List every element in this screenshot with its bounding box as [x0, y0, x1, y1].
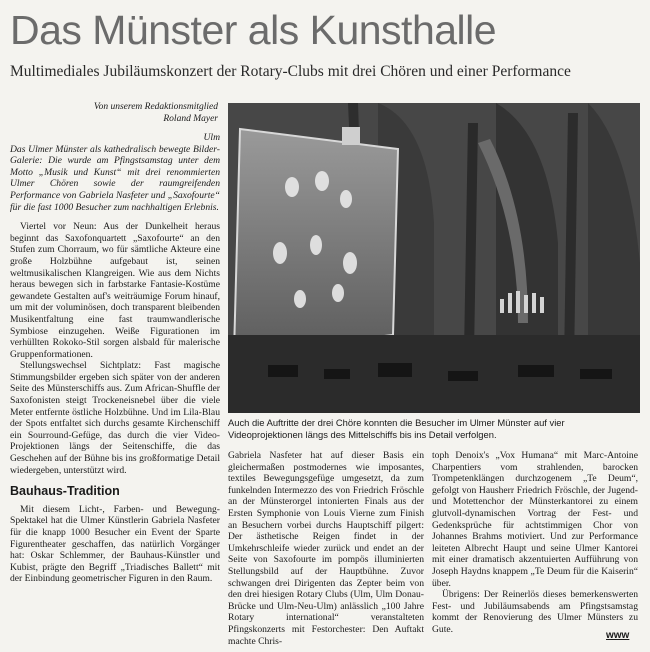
cathedral-interior-image	[228, 103, 640, 413]
byline-credit: Von unserem Redaktionsmitglied	[93, 102, 218, 112]
byline-author: Roland Mayer	[163, 114, 218, 124]
article-column-3	[432, 450, 638, 636]
photo-caption: Auch die Auftritte der drei Chöre konnten die Besucher im Ulmer Münster auf vier Videoprojektionen längs des Mittelschiffs bis ins Detail verfolgen.	[228, 417, 565, 440]
body-paragraph-5: toph Denoix's „Vox Humana“ mit Marc-Antoine Charpentiers vom strahlenden, barocken Trompetenklängen durchzogenem „Te Deum“, gefolgt von Hausherr Friedrich Fröschle, der Jugend- und Motettenchor der Münsterkantorei zu einem glutvoll-dynamischen Vortrag der Fest- und Gedenksprüche für achtstimmigen Chor von Johannes Brahms motiviert. Und zur Performance leiteten Albrecht Haupt und seine Ulmer Kantorei mit einer dramatisch akzentuierten Aufführung von Joseph Haydns knappem „Te Deum für die Kaiserin“ über.	[432, 450, 638, 589]
dateline-place: Ulm	[203, 132, 220, 143]
body-paragraph-1: Viertel vor Neun: Aus der Dunkelheit heraus beginnt das Saxofonquartett „Saxofourte“ an den Stufen zum Chorraum, wo für sämtliche Akteure eine große Holzbühne aufgebaut ist, seinen weltmusikalischen Klangreigen. Wie aus dem Nichts heraus bewegen sich in farbstarke Fantasie-Kostüme gewandete Gestalten auf's weiträumige Forum hinauf, um mit der voluminösen, doch transparent bleibenden Musikentfaltung eine fast traumwandlerische Symbiose einzugehen. Weiße Figurationen im verhüllten Rokoko-Stil sorgen alsbald für malerische Gruppenformationen.	[10, 221, 220, 360]
article-column-2	[228, 450, 424, 647]
body-paragraph-3: Mit diesem Licht-, Farben- und Bewegung-Spektakel hat die Ulmer Künstlerin Gabriela Nasfeter für die knapp 1000 Besucher ein Event der Sparte Figurentheater geschaffen, das natürlich Vorgänger hat: Oskar Schlemmer, der Bauhaus-Künstler und Kubist, prägte den Begriff „Triadisches Ballett“ mit der Einbindung geometrischer Figuren in den Raum.	[10, 503, 220, 585]
body-paragraph-4: Gabriela Nasfeter hat auf dieser Basis ein gleichermaßen postmodernes wie imposantes, textiles Bewegungsgefüge umgesetzt, da zum funkelnden Intermezzo des von Friedrich Fröschle an der Münsterorgel intonierten Finals aus der Ersten Symphonie von Louis Vierne zum Finish an Besuchern vorbei durchs Hauptschiff pilgert: Der ästhetische Reigen findet in der Umkehrschleife wieder zurück und endet an der Seite von Saxofourte im pompös illuminierten Stellungsbild auf der Hauptbühne. Zuvor schwangen drei Dirigenten das Zepter beim von den drei hiesigen Rotary Clubs (Ulm, Ulm Donau-Brücke und Ulm-Neu-Ulm) anlässlich „100 Jahre Rotary international“ veranstalteten Pfingskonzerts mit Festorchester: Den Auftakt machte Chris-	[228, 450, 424, 647]
byline	[68, 101, 218, 125]
body-paragraph-2: Stellungswechsel Sichtplatz: Fast magische Stimmungsbilder ergeben sich später von der anderen Seite des Münsterschiffs aus. Zum African-Shuffle der Saxofonisten steigt Trockeneisnebel über die viele Meter entfernte östliche Holzbühne. Und im Lila-Blau der Spots entfaltet sich durchs gesamte Kirchenschiff ein Sourround-Gefüge, das durch die vier Video-Projektionen längs der Seitenschiffe, die das Geschehen auf der Bühne bis ins großformatige Detail wiedergeben, unterstützt wird.	[10, 360, 220, 476]
concert-photo	[228, 103, 640, 413]
body-paragraph-6: Übrigens: Der Reinerlös dieses bemerkenswerten Fest- und Jubiläumsabends am Pfingstsamstag kommt der Renovierung des Ulmer Münsters zu Gute.	[432, 589, 638, 635]
article-column-1	[10, 132, 220, 585]
headline: Das Münster als Kunsthalle	[10, 7, 497, 53]
author-signoff: www	[606, 630, 630, 641]
lead-paragraph: Das Ulmer Münster als kathedralisch bewegte Bilder-Galerie: Die wurde am Pfingstsamstag unter dem Motto „Musik und Kunst“ mit drei renommierten Ulmer Chören sowie der raumgreifenden Performance von Gabriela Nasfeter und „Saxofourte“ für die fast 1000 Besucher zum nachhaltigen Erlebnis.	[10, 143, 220, 213]
section-heading: Bauhaus-Tradition	[10, 484, 120, 499]
subheadline: Multimediales Jubiläumskonzert der Rotary-Clubs mit drei Chören und einer Performance	[10, 63, 571, 80]
